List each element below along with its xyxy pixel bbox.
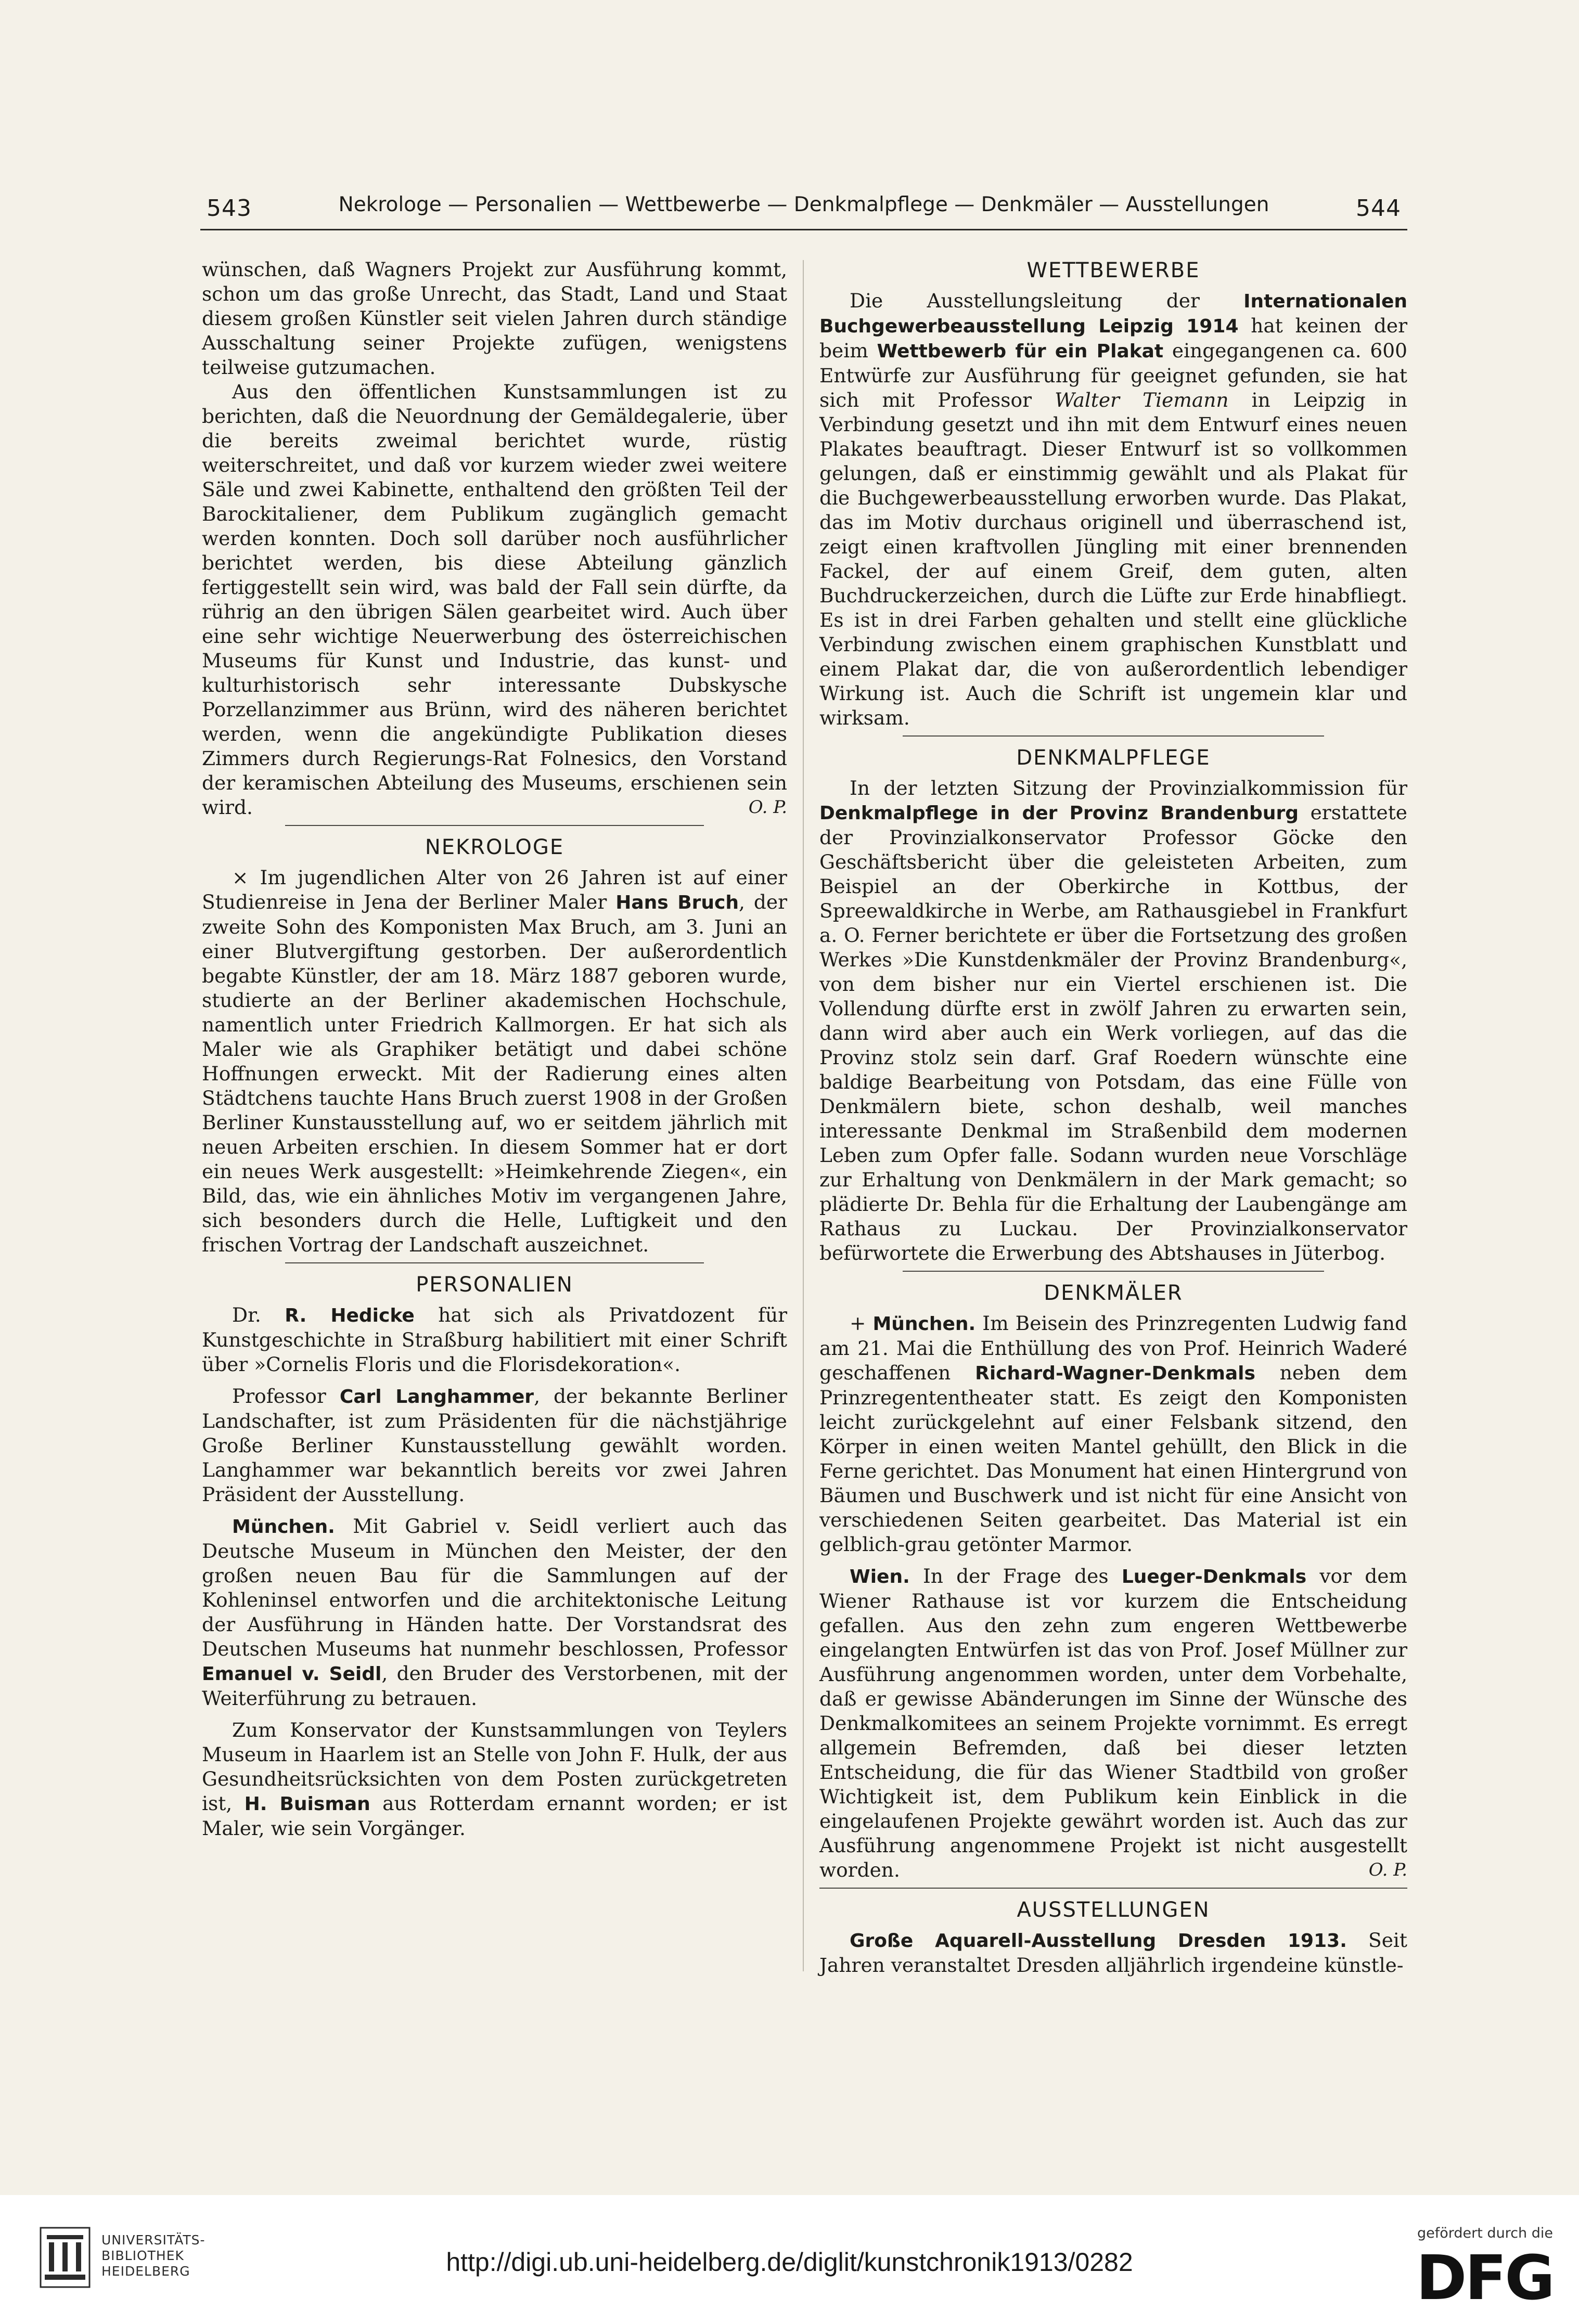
paragraph bbox=[202, 866, 787, 1257]
bold-name: Hans Bruch bbox=[615, 892, 739, 913]
section-rule bbox=[903, 1271, 1324, 1272]
section-rule bbox=[285, 1262, 704, 1263]
author-signature: O. P. bbox=[1368, 1860, 1407, 1880]
paragraph bbox=[819, 1564, 1407, 1882]
digitization-footer bbox=[0, 2195, 1579, 2324]
paragraph bbox=[202, 1384, 787, 1507]
text-run: aus Rotterdam ernannt worden; er ist Maler, wie sein Vorgänger. bbox=[202, 1792, 788, 1840]
funding-caption: gefördert durch die bbox=[1417, 2225, 1553, 2241]
bold-name: Internationalen Buchgewerbeausstellung Leipzig 1914 bbox=[819, 291, 1407, 337]
bold-place: München. bbox=[872, 1313, 976, 1335]
section-title-nekrologe: NEKROLOGE bbox=[425, 835, 564, 859]
text-run: × Im jugendlichen Alter von 26 Jahren ist auf einer Studienreise in Jena der Berliner Maler bbox=[202, 866, 787, 913]
section-rule bbox=[819, 1888, 1407, 1889]
text-run: In der Frage des bbox=[909, 1565, 1122, 1587]
right-column bbox=[819, 257, 1407, 1978]
text-run: , der zweite Sohn des Komponisten Max Bruch, am 3. Juni an einer Blutvergiftung gestorben. Der außerordentlich begabte Künstler, der am 18. März 1887 geboren wurde, studierte an der Berliner akademischen Hochschule, namentlich unter Friedrich Kallmorgen. Er hat sich als Maler wie als Graphiker betätigt und dabei schöne Hoffnungen erweckt. Mit der Radierung eines alten Städtchens tauchte Hans Bruch zuerst 1908 in der Großen Berliner Kunstausstellung auf, wo er seitdem jährlich mit neuen Arbeiten erschien. In diesem Sommer hat er dort ein neues Werk ausgestellt: »Heimkehrende Ziegen«, ein Bild, das, wie ein ähnliches Motiv im vergangenen Jahre, sich besonders durch die Helle, Luftigkeit und den frischen Vortrag der Landschaft auszeichnet. bbox=[202, 890, 788, 1256]
library-name-line: UNIVERSITÄTS- bbox=[101, 2232, 206, 2248]
section-title-wettbewerbe: WETTBEWERBE bbox=[1026, 259, 1200, 282]
text-run: , der bekannte Berliner Landschafter, ist zum Präsidenten für die nächstjährige Große Berliner Kunstausstellung gewählt worden. Langhammer war bekanntlich bereits vor zwei Jahren Präsident der Ausstellung. bbox=[202, 1385, 787, 1506]
section-rule bbox=[285, 825, 704, 826]
paragraph bbox=[202, 1303, 787, 1377]
bold-name: H. Buisman bbox=[244, 1793, 370, 1815]
running-head: Nekrologe — Personalien — Wettbewerbe — Denkmalpflege — Denkmäler — Ausstellungen bbox=[338, 193, 1269, 216]
paragraph bbox=[202, 1718, 787, 1841]
text-run: , den Bruder des Verstorbenen, mit der Weiterführung zu betrauen. bbox=[202, 1662, 787, 1710]
source-url-link[interactable]: http://digi.ub.uni-heidelberg.de/diglit/kunstchronik1913/0282 bbox=[446, 2248, 1133, 2277]
page-number-left: 543 bbox=[207, 195, 252, 222]
paragraph bbox=[202, 380, 787, 820]
bold-name: Emanuel v. Seidl bbox=[202, 1663, 382, 1685]
text-run: Zum Konservator der Kunstsammlungen von Teylers Museum in Haarlem ist an Stelle von John F. Hulk, der aus Gesundheitsrücksichten von dem Posten zurückgetreten ist, bbox=[202, 1719, 787, 1815]
section-title-denkmalpflege: DENKMALPFLEGE bbox=[1016, 746, 1211, 770]
page-number-right: 544 bbox=[1356, 195, 1401, 222]
text-run: vor dem Wiener Rathause ist vor kurzem die Entscheidung gefallen. Aus den zehn zum engeren Wettbewerbe eingelangten Entwürfen ist das von Prof. Josef Müllner zur Ausführung angenommen worden, unter dem Vorbehalte, daß er gewisse Abänderungen im Sinne der Wünsche des Denkmalkomitees an seinem Projekte vornimmt. Es erregt allgemein Befremden, daß bei dieser letzten Entscheidung, die für das Wiener Stadtbild von großer Wichtigkeit ist, dem Publikum kein Einblick in die eingelaufenen Projekte gewährt worden ist. Auch das zur Ausführung angenommene Projekt ist nicht ausgestellt worden. bbox=[819, 1565, 1407, 1881]
text-run: Dr. bbox=[232, 1303, 285, 1326]
dfg-logo: DFG bbox=[1416, 2242, 1553, 2314]
text-run: in Leipzig in Verbindung gesetzt und ihn mit dem Entwurf eines neuen Plakates beauftragt. Dieser Entwurf ist so vollkommen gelungen, daß er einstimmig gewählt und als Plakat für die Buchgewerbeausstellung erworben wurde. Das Plakat, das im Motiv durchaus originell und überraschend ist, zeigt einen kraftvollen Jüngling mit einer brennenden Fackel, der auf einem Greif, dem guten, alten Buchdruckerzeichen, durch die Lüfte zur Erde hinabfliegt. Es ist in drei Farben gehalten und stellt eine glückliche Verbindung zwischen einem graphischen Kunstblatt und einem Plakat dar, die von außerordentlich lebendiger Wirkung ist. Auch die Schrift ist ungemein klar und wirksam. bbox=[819, 389, 1407, 729]
section-title-personalien: PERSONALIEN bbox=[416, 1273, 573, 1297]
italic-name: Walter Tiemann bbox=[1055, 389, 1229, 411]
bold-name: R. Hedicke bbox=[285, 1305, 415, 1326]
bold-name: Denkmalpflege in der Provinz Brandenburg bbox=[819, 803, 1299, 824]
text-run: hat sich als Privatdozent für Kunstgeschichte in Straßburg habilitiert mit einer Schrift über »Cornelis Floris und die Florisdekoration«. bbox=[202, 1303, 788, 1376]
text-run: Professor bbox=[232, 1385, 340, 1408]
text-run: Mit Gabriel v. Seidl verliert auch das Deutsche Museum in München den Meister, der den großen neuen Bau für die Sammlungen auf der Kohleninsel entworfen und die architektonische Leitung der Ausführung in Händen hatte. Der Vorstandsrat des Deutschen Museums hat nunmehr beschlossen, Professor bbox=[202, 1515, 787, 1660]
paragraph bbox=[819, 1311, 1407, 1557]
text-run: Im Beisein des Prinzregenten Ludwig fand am 21. Mai die Enthüllung des von Prof. Heinrich Waderé geschaffenen bbox=[819, 1312, 1408, 1384]
section-title-ausstellungen: AUSSTELLUNGEN bbox=[1017, 1898, 1210, 1922]
text-run: neben dem Prinzregententheater statt. Es zeigt den Komponisten leicht zurückgelehnt auf einer Felsbank sitzend, den Körper in einen weiten Mantel gehüllt, den Blick in die Ferne gerichtet. Das Monument hat einen Hintergrund von Bäumen und Buschwerk und ist nicht für eine Ansicht von verschiedenen Seiten gearbeitet. Das Material ist ein gelblich-grau getönter Marmor. bbox=[819, 1361, 1407, 1556]
bold-name: Große Aquarell-Ausstellung Dresden 1913. bbox=[850, 1930, 1347, 1952]
library-name-line: BIBLIOTHEK bbox=[101, 2248, 184, 2263]
text-run: In der letzten Sitzung der Provinzialkommission für bbox=[850, 777, 1407, 799]
text-run: Die Ausstellungsleitung der bbox=[850, 289, 1244, 312]
column-divider bbox=[803, 260, 804, 1971]
bold-place: Wien. bbox=[850, 1566, 910, 1587]
page-header bbox=[200, 179, 1407, 230]
cross-mark: + bbox=[850, 1312, 873, 1335]
section-rule bbox=[903, 735, 1324, 737]
bold-name: Wettbewerb für ein Plakat bbox=[877, 341, 1164, 362]
bold-place: München. bbox=[232, 1516, 335, 1538]
text-run: eingegangenen ca. 600 Entwürfe zur Ausführung für geeignet gefunden, sie hat sich mit Professor bbox=[819, 339, 1408, 411]
paragraph bbox=[819, 776, 1407, 1266]
bold-name: Lueger-Denkmals bbox=[1121, 1566, 1307, 1587]
paragraph: wünschen, daß Wagners Projekt zur Ausführung kommt, schon um das große Unrecht, das Stadt, Land und Staat diesem großen Künstler seit vielen Jahren durch ständige Ausschaltung seiner Projekte zufügen, wenigstens teilweise gutzumachen. bbox=[202, 258, 787, 379]
section-title-denkmaeler: DENKMÄLER bbox=[1044, 1281, 1183, 1305]
paragraph bbox=[202, 1514, 787, 1711]
paragraph-text: Aus den öffentlichen Kunstsammlungen ist zu berichten, daß die Neuordnung der Gemäldegalerie, über die bereits zweimal berichtet wurde, rüstig weiterschreitet, und daß vor kurzem wieder zwei weitere Säle und zwei Kabinette, enthaltend den größten Teil der Barockitaliener, dem Publikum zugänglich gemacht werden konnten. Doch soll darüber noch ausführlicher berichtet werden, bis diese Abteilung gänzlich fertiggestellt sein wird, was bald der Fall sein dürfte, da rührig an den übrigen Sälen gearbeitet wird. Auch über eine sehr wichtige Neuerwerbung des österreichischen Museums für Kunst und Industrie, das kunst- und kulturhistorisch sehr interessante Dubskysche Porzellanzimmer aus Brünn, wird des näheren berichtet werden, wenn die angekündigte Publikation dieses Zimmers durch Regierungs-Rat Folnesics, den Vorstand der keramischen Abteilung des Museums, erschienen sein wird. bbox=[202, 380, 787, 819]
bold-name: Carl Langhammer bbox=[339, 1386, 534, 1408]
text-run: hat keinen der beim bbox=[819, 314, 1408, 362]
paragraph bbox=[819, 1928, 1407, 1978]
bold-name: Richard-Wagner-Denkmals bbox=[975, 1363, 1255, 1384]
text-run: Seit Jahren veranstaltet Dresden alljährlich irgendeine künstle- bbox=[819, 1929, 1407, 1977]
paragraph bbox=[819, 289, 1407, 730]
left-column bbox=[202, 257, 787, 1841]
library-name-line: HEIDELBERG bbox=[101, 2264, 190, 2279]
author-signature: O. P. bbox=[748, 797, 787, 818]
text-run: erstattete der Provinzialkonservator Professor Göcke den Geschäftsbericht über die geleisteten Arbeiten, zum Beispiel an der Oberkirche in Kottbus, der Spreewaldkirche in Werbe, am Rathausgiebel in Frankfurt a. O. Ferner berichtete er über die Fortsetzung des großen Werkes »Die Kunstdenkmäler der Provinz Brandenburg«, von dem bisher nur ein Viertel erschienen ist. Die Vollendung dürfte erst in zwölf Jahren zu erwarten sein, dann wird aber auch ein Werk vorliegen, auf das die Provinz stolz sein darf. Graf Roedern wünschte eine baldige Bearbeitung von Potsdam, das eine Fülle von Denkmälern biete, schon deshalb, weil manches interessante Denkmal im Straßenbild dem modernen Leben zum Opfer falle. Sodann wurden neue Vorschläge zur Erhaltung von Denkmälern in der Mark gemacht; so plädierte Dr. Behla für die Erhaltung der Laubengänge am Rathaus zu Luckau. Der Provinzialkonservator befürwortete die Erwerbung des Abtshauses in Jüterbog. bbox=[819, 801, 1407, 1264]
